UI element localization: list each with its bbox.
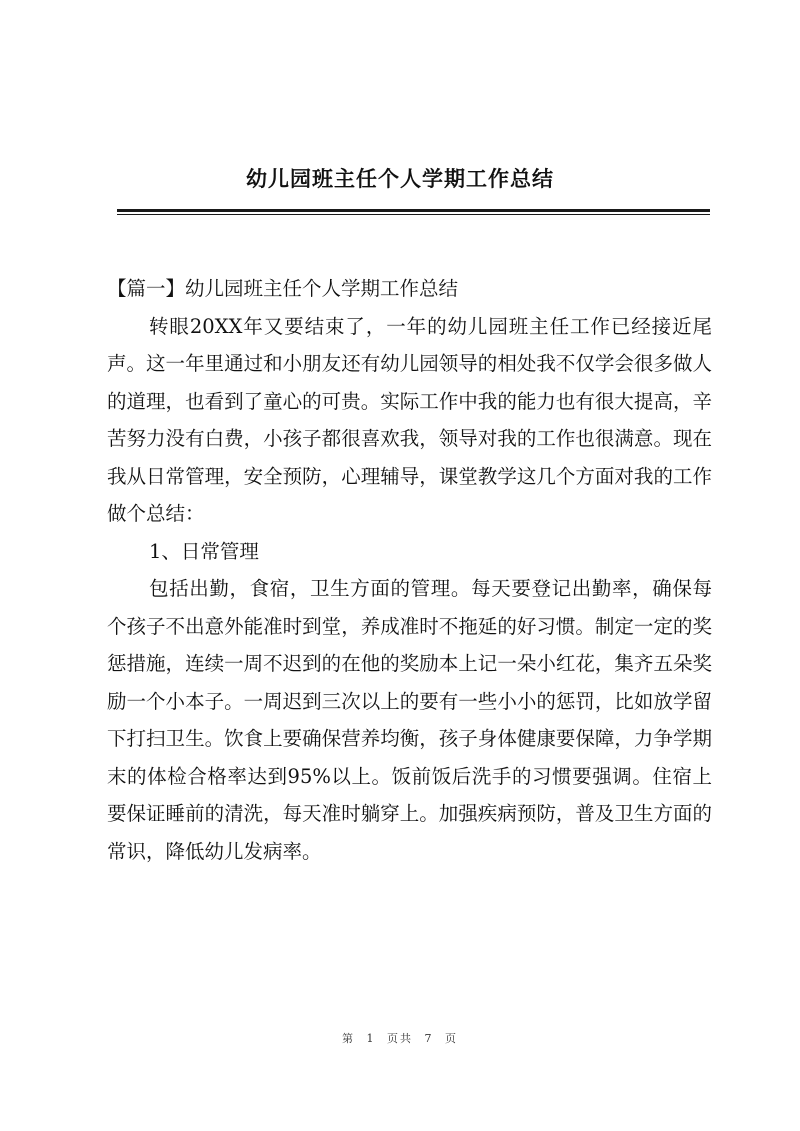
section-heading: 【篇一】幼儿园班主任个人学期工作总结: [107, 277, 459, 300]
footer-prefix: 第: [342, 1032, 355, 1045]
title-underline-thin: [117, 214, 710, 215]
footer-middle: 页共: [387, 1032, 413, 1045]
footer-suffix: 页: [445, 1032, 458, 1045]
document-body: [107, 270, 712, 870]
footer-current-page: 1: [366, 1032, 376, 1045]
subheading-daily-management: 1、日常管理: [149, 539, 259, 563]
page-footer: [0, 1030, 800, 1046]
paragraph-daily-management: 包括出勤，食宿，卫生方面的管理。每天要登记出勤率，确保每个孩子不出意外能准时到堂，养成准时不拖延的好习惯。制定一定的奖惩措施，连续一周不迟到的在他的奖励本上记一朵小红花，集齐五朵奖励一个小本子。一周迟到三次以上的要有一些小小的惩罚，比如放学留下打扫卫生。饮食上要确保营养均衡，孩子身体健康要保障，力争学期末的体检合格率达到95%以上。饭前饭后洗手的习惯要强调。住宿上要保证睡前的清洗，每天准时躺穿上。加强疾病预防，普及卫生方面的常识，降低幼儿发病率。: [107, 577, 712, 863]
page-title: 幼儿园班主任个人学期工作总结: [246, 166, 554, 191]
title-underline: [117, 209, 710, 212]
paragraph-intro: 转眼20XX年又要结束了，一年的幼儿园班主任工作已经接近尾声。这一年里通过和小朋友还有幼儿园领导的相处我不仅学会很多做人的道理，也看到了童心的可贵。实际工作中我的能力也有很大提高，辛苦努力没有白费，小孩子都很喜欢我，领导对我的工作也很满意。现在我从日常管理，安全预防，心理辅导，课堂教学这几个方面对我的工作做个总结：: [107, 314, 712, 525]
footer-total-pages: 7: [424, 1032, 434, 1045]
